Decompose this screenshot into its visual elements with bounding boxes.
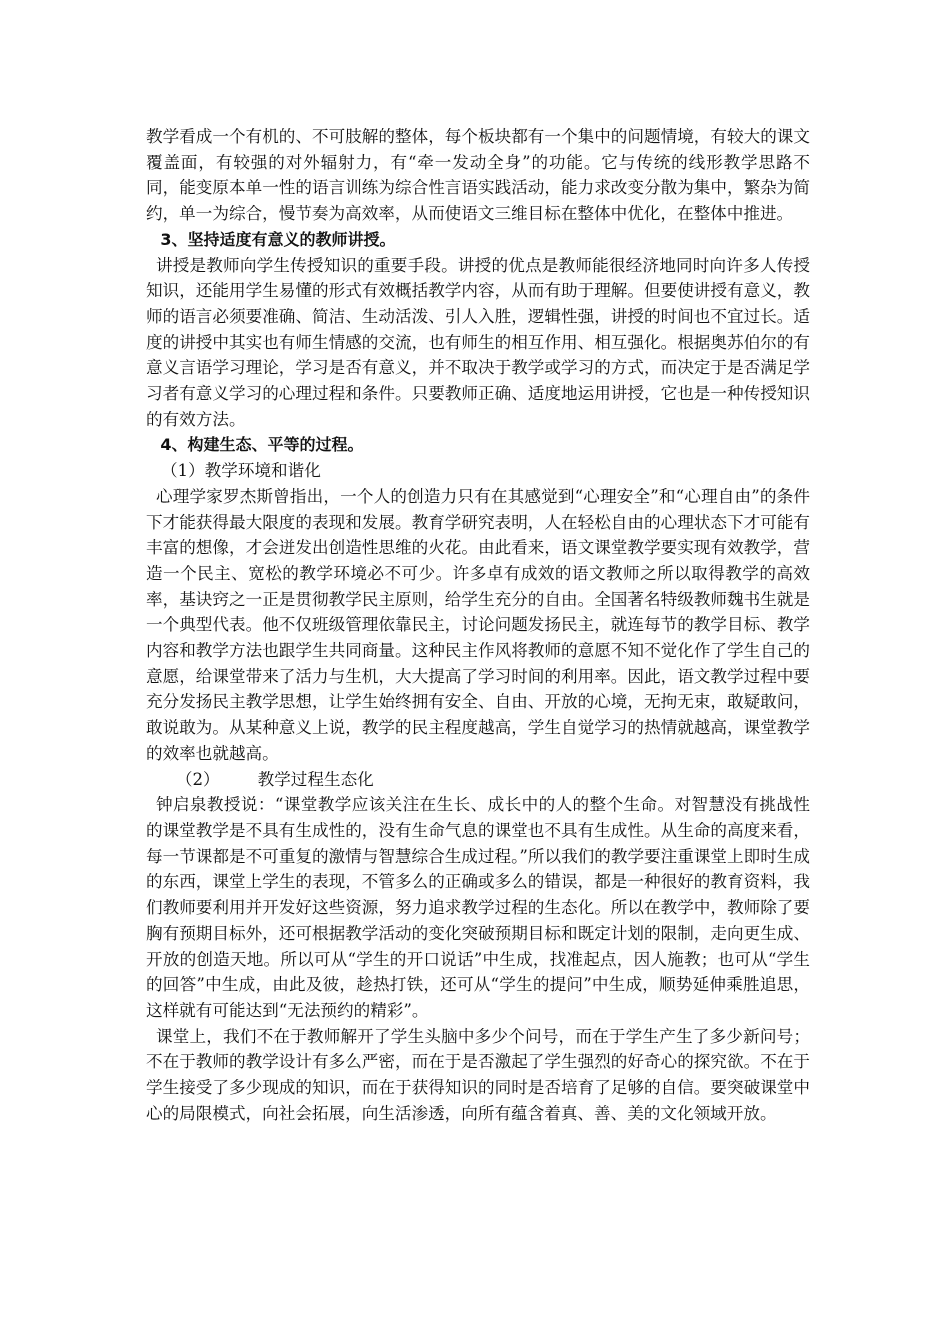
subheading-environment: （1）教学环境和谐化 [160, 461, 321, 481]
heading-section-3: 3、坚持适度有意义的教师讲授。 [160, 229, 396, 249]
paragraph-classroom: 课堂上，我们不在于教师解开了学生头脑中多少个问号，而在于学生产生了多少新问号；不在于教师的教学设计有多么严密，而在于是否激起了学生强烈的好奇心的探究欲。不在于学生接受了多少现成的知识，而在于获得知识的同时是否培育了足够的自信。要突破课堂中心的局限模式，向社会拓展，向生活渗透，向所有蕴含着真、善、美的文化领域开放。 [146, 1026, 810, 1123]
paragraph-intro-continuation: 教学看成一个有机的、不可肢解的整体，每个板块都有一个集中的问题情境，有较大的课文覆盖面，有较强的对外辐射力，有“牵一发动全身”的功能。它与传统的线形教学思路不同，能变原本单一性的语言训练为综合性言语实践活动，能力求改变分散为集中，繁杂为简约，单一为综合，慢节奏为高效率，从而使语文三维目标在整体中优化，在整体中推进。 [146, 127, 810, 224]
paragraph-process: 钟启泉教授说：“课堂教学应该关注在生长、成长中的人的整个生命。对智慧没有挑战性的课堂教学是不具有生成性的，没有生命气息的课堂也不具有生成性。从生命的高度来看，每一节课都是不可重复的激情与智慧综合生成过程。”所以我们的教学要注重课堂上即时生成的东西，课堂上学生的表现，不管多么的正确或多么的错误，都是一种很好的教育资料，我们教师要利用并开发好这些资源，努力追求教学过程的生态化。所以在教学中，教师除了要胸有预期目标外，还可根据教学活动的变化突破预期目标和既定计划的限制，走向更生成、开放的创造天地。所以可从“学生的开口说话”中生成，找准起点，因人施教；也可从“学生的回答”中生成，由此及彼，趁热打铁，还可从“学生的提问”中生成，顺势延伸乘胜追思，这样就有可能达到“无法预约的精彩”。 [146, 795, 810, 1020]
document-page [146, 124, 810, 1126]
subheading-process [146, 767, 810, 793]
subheading-process-text: 教学过程生态化 [257, 769, 374, 789]
heading-section-4: 4、构建生态、平等的过程。 [160, 435, 364, 455]
paragraph-lecturing: 讲授是教师向学生传授知识的重要手段。讲授的优点是教师能很经济地同时向许多人传授知识，还能用学生易懂的形式有效概括教学内容，从而有助于理解。但要使讲授有意义，教师的语言必须要准确、简洁、生动活泼、引人入胜，逻辑性强，讲授的时间也不宜过长。适度的讲授中其实也有师生情感的交流，也有师生的相互作用、相互强化。根据奥苏伯尔的有意义言语学习理论，学习是否有意义，并不取决于教学或学习的方式，而决定于是否满足学习者有意义学习的心理过程和条件。只要教师正确、适度地运用讲授，它也是一种传授知识的有效方法。 [146, 255, 810, 429]
paragraph-environment: 心理学家罗杰斯曾指出，一个人的创造力只有在其感觉到“心理安全”和“心理自由”的条件下才能获得最大限度的表现和发展。教育学研究表明，人在轻松自由的心理状态下才可能有丰富的想像，才会迸发出创造性思维的火花。由此看来，语文课堂教学要实现有效教学，营造一个民主、宽松的教学环境必不可少。许多卓有成效的语文教师之所以取得教学的高效率，基诀窍之一正是贯彻教学民主原则，给学生充分的自由。全国著名特级教师魏书生就是一个典型代表。他不仅班级管理依靠民主，讨论问题发扬民主，就连每节的教学目标、教学内容和教学方法也跟学生共同商量。这种民主作风将教师的意愿不知不觉化作了学生自己的意愿，给课堂带来了活力与生机，大大提高了学习时间的利用率。因此，语文教学过程中要充分发扬民主教学思想，让学生始终拥有安全、自由、开放的心境，无拘无束，敢疑敢问，敢说敢为。从某种意义上说，教学的民主程度越高，学生自觉学习的热情就越高，课堂教学的效率也就越高。 [146, 486, 810, 763]
subheading-process-number: （2） [175, 769, 220, 789]
